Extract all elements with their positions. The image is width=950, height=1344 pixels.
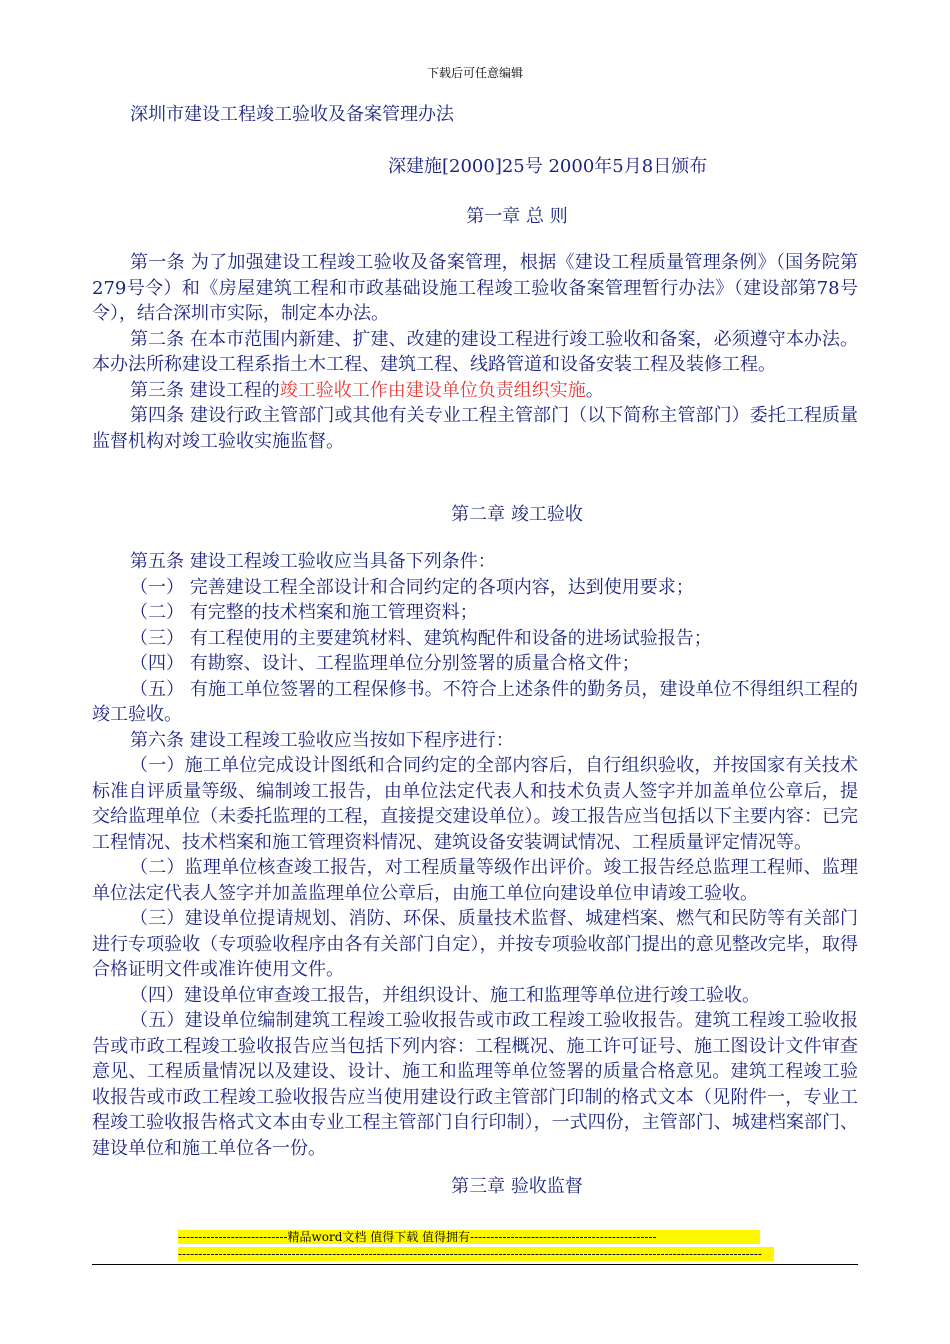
footer-dash-line: ------------------------------------------------------------------------------------------------------------------------------------------------ bbox=[178, 1247, 774, 1261]
article-3-text-a: 第三条 建设工程的 bbox=[130, 379, 280, 401]
chapter-3-heading: 第三章 验收监督 bbox=[451, 1176, 583, 1197]
article-2: 第二条 在本市范围内新建、扩建、改建的建设工程进行竣工验收和备案，必须遵守本办法。 本办法所称建设工程系指土木工程、建筑工程、线路管道和设备安装工程及装修工程。 bbox=[92, 328, 858, 375]
article-4: 第四条 建设行政主管部门或其他有关专业工程主管部门（以下简称主管部门）委托工程质量监督机构对竣工验收实施监督。 bbox=[92, 405, 858, 452]
article-6-item: （五）建设单位编制建筑工程竣工验收报告或市政工程竣工验收报告。建筑工程竣工验收报告或市政工程竣工验收报告应当包括下列内容：工程概况、施工许可证号、施工图设计文件审查意见、工程质量情况以及建设、设计、施工和监理等单位签署的质量合格意见。建筑工程竣工验收报告或市政工程竣工验收报告应当使用建设行政主管部门印制的格式文本（见附件一，专业工程竣工验收报告格式文本由专业工程主管部门自行印制），一式四份，主管部门、城建档案部门、建设单位和施工单位各一份。 bbox=[92, 1010, 858, 1159]
article-5-item: （四） 有勘察、设计、工程监理单位分别签署的质量合格文件； bbox=[130, 653, 640, 674]
article-6-item: （一）施工单位完成设计图纸和合同约定的全部内容后，自行组织验收，并按国家有关技术标准自评质量等级、编制竣工报告，由单位法定代表人和技术负责人签字并加盖单位公章后，提交给监理单位（未委托监理的工程，直接提交建设单位）。竣工报告应当包括以下主要内容：已完工程情况、技术档案和施工管理资料情况、建筑设备安装调试情况、工程质量评定情况等。 bbox=[92, 755, 858, 853]
footer-banner: ---------------------------精品word文档 值得下载 值得拥有---------------------------------------------- bbox=[178, 1230, 760, 1244]
article-6-item: （三）建设单位提请规划、消防、环保、质量技术监督、城建档案、燃气和民防等有关部门进行专项验收（专项验收程序由各有关部门自定），并按专项验收部门提出的意见整改完毕，取得合格证明文件或准许使用文件。 bbox=[92, 908, 858, 980]
chapter-2-body bbox=[92, 549, 858, 1161]
article-3-highlight: 竣工验收工作由建设单位负责组织实施 bbox=[279, 379, 586, 401]
article-6: 第六条 建设工程竣工验收应当按如下程序进行： bbox=[130, 729, 514, 751]
chapter-2-heading: 第二章 竣工验收 bbox=[451, 504, 583, 525]
article-5-item: （五） 有施工单位签署的工程保修书。不符合上述条件的勤务员，建设单位不得组织工程的竣工验收。 bbox=[92, 678, 858, 725]
article-1: 第一条 为了加强建设工程竣工验收及备案管理，根据《建设工程质量管理条例》（国务院第279号令）和《房屋建筑工程和市政基础设施工程竣工验收备案管理暂行办法》（建设部第78号令），结合深圳市实际，制定本办法。 bbox=[92, 252, 858, 324]
article-5-item: （三） 有工程使用的主要建筑材料、建筑构配件和设备的进场试验报告； bbox=[130, 627, 712, 649]
article-5-item: （一） 完善建设工程全部设计和合同约定的各项内容，达到使用要求； bbox=[130, 576, 694, 598]
header-note: 下载后可任意编辑 bbox=[426, 66, 523, 80]
article-3 bbox=[92, 378, 858, 404]
issue-line: 深建施[2000]25号 2000年5月8日颁布 bbox=[388, 156, 708, 177]
article-3-text-b: 。 bbox=[585, 379, 604, 401]
footer-rule bbox=[92, 1264, 858, 1265]
document-title: 深圳市建设工程竣工验收及备案管理办法 bbox=[130, 104, 454, 125]
article-5-item: （二） 有完整的技术档案和施工管理资料； bbox=[130, 602, 478, 623]
article-6-item: （四）建设单位审查竣工报告，并组织设计、施工和监理等单位进行竣工验收。 bbox=[130, 984, 760, 1006]
chapter-1-heading: 第一章 总 则 bbox=[466, 206, 568, 227]
article-6-item: （二）监理单位核查竣工报告，对工程质量等级作出评价。竣工报告经总监理工程师、监理单位法定代表人签字并加盖监理单位公章后，由施工单位向建设单位申请竣工验收。 bbox=[92, 857, 858, 904]
chapter-1-body bbox=[92, 250, 858, 454]
article-5: 第五条 建设工程竣工验收应当具备下列条件： bbox=[130, 551, 496, 572]
